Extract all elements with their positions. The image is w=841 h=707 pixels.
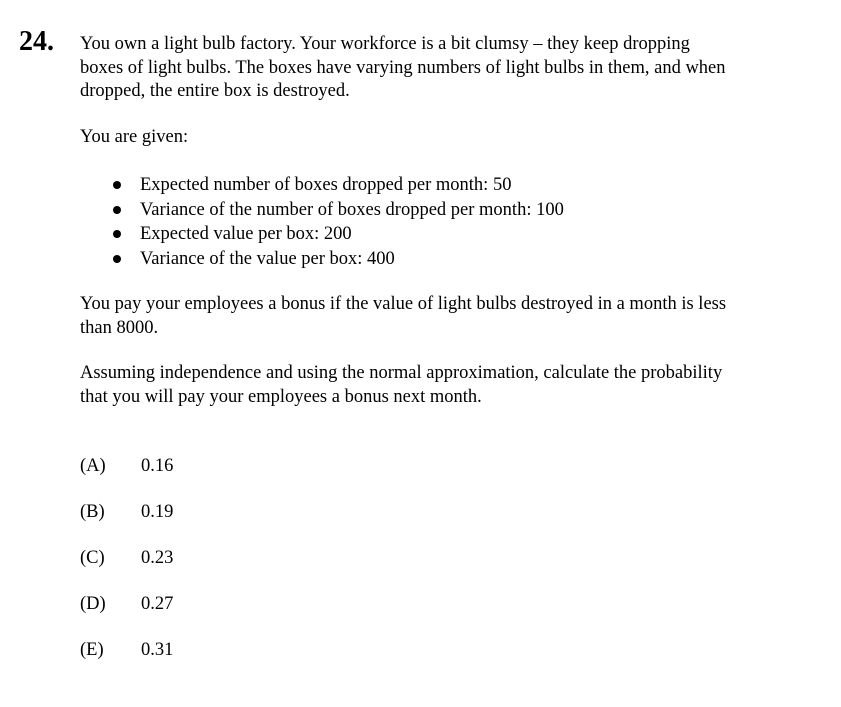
given-item [110, 198, 564, 223]
stem-line: dropped, the entire box is destroyed. [80, 81, 350, 101]
given-list [110, 173, 564, 271]
question-number: 24. [19, 26, 54, 57]
given-item-text: Variance of the number of boxes dropped per month: 100 [140, 199, 564, 220]
option-value: 0.16 [141, 456, 174, 476]
prompt-line: Assuming independence and using the normal approximation, calculate the probability [80, 363, 723, 383]
bullet-icon [113, 230, 121, 238]
answer-option-d[interactable] [80, 593, 173, 616]
option-letter: (E) [80, 640, 104, 660]
option-letter: (B) [80, 502, 105, 522]
bullet-icon [113, 255, 121, 263]
option-value: 0.23 [141, 548, 174, 568]
bonus-condition [80, 293, 810, 340]
answer-option-b[interactable] [80, 501, 173, 524]
given-item [110, 222, 564, 247]
option-letter: (D) [80, 594, 106, 614]
answer-option-e[interactable] [80, 639, 173, 662]
bonus-line: You pay your employees a bonus if the value of light bulbs destroyed in a month is less [80, 294, 727, 314]
given-item [110, 173, 564, 198]
question-stem [80, 33, 810, 104]
given-item [110, 247, 564, 272]
given-item-text: Expected value per box: 200 [140, 224, 352, 244]
answer-option-a[interactable] [80, 455, 173, 478]
option-value: 0.27 [141, 594, 174, 614]
answer-option-c[interactable] [80, 547, 173, 570]
bullet-icon [113, 181, 121, 189]
bullet-icon [113, 206, 121, 214]
stem-line: boxes of light bulbs. The boxes have varying numbers of light bulbs in them, and when [80, 57, 726, 78]
bonus-line: than 8000. [80, 317, 159, 338]
option-value: 0.31 [141, 640, 174, 660]
given-intro: You are given: [80, 127, 189, 147]
given-item-text: Expected number of boxes dropped per month: 50 [140, 175, 512, 195]
option-letter: (A) [80, 456, 106, 476]
stem-line: You own a light bulb factory. Your workforce is a bit clumsy – they keep dropping [80, 34, 690, 54]
given-item-text: Variance of the value per box: 400 [140, 248, 395, 269]
prompt-line: that you will pay your employees a bonus next month. [80, 386, 482, 407]
option-value: 0.19 [141, 502, 174, 522]
question-prompt [80, 362, 810, 409]
option-letter: (C) [80, 548, 105, 568]
